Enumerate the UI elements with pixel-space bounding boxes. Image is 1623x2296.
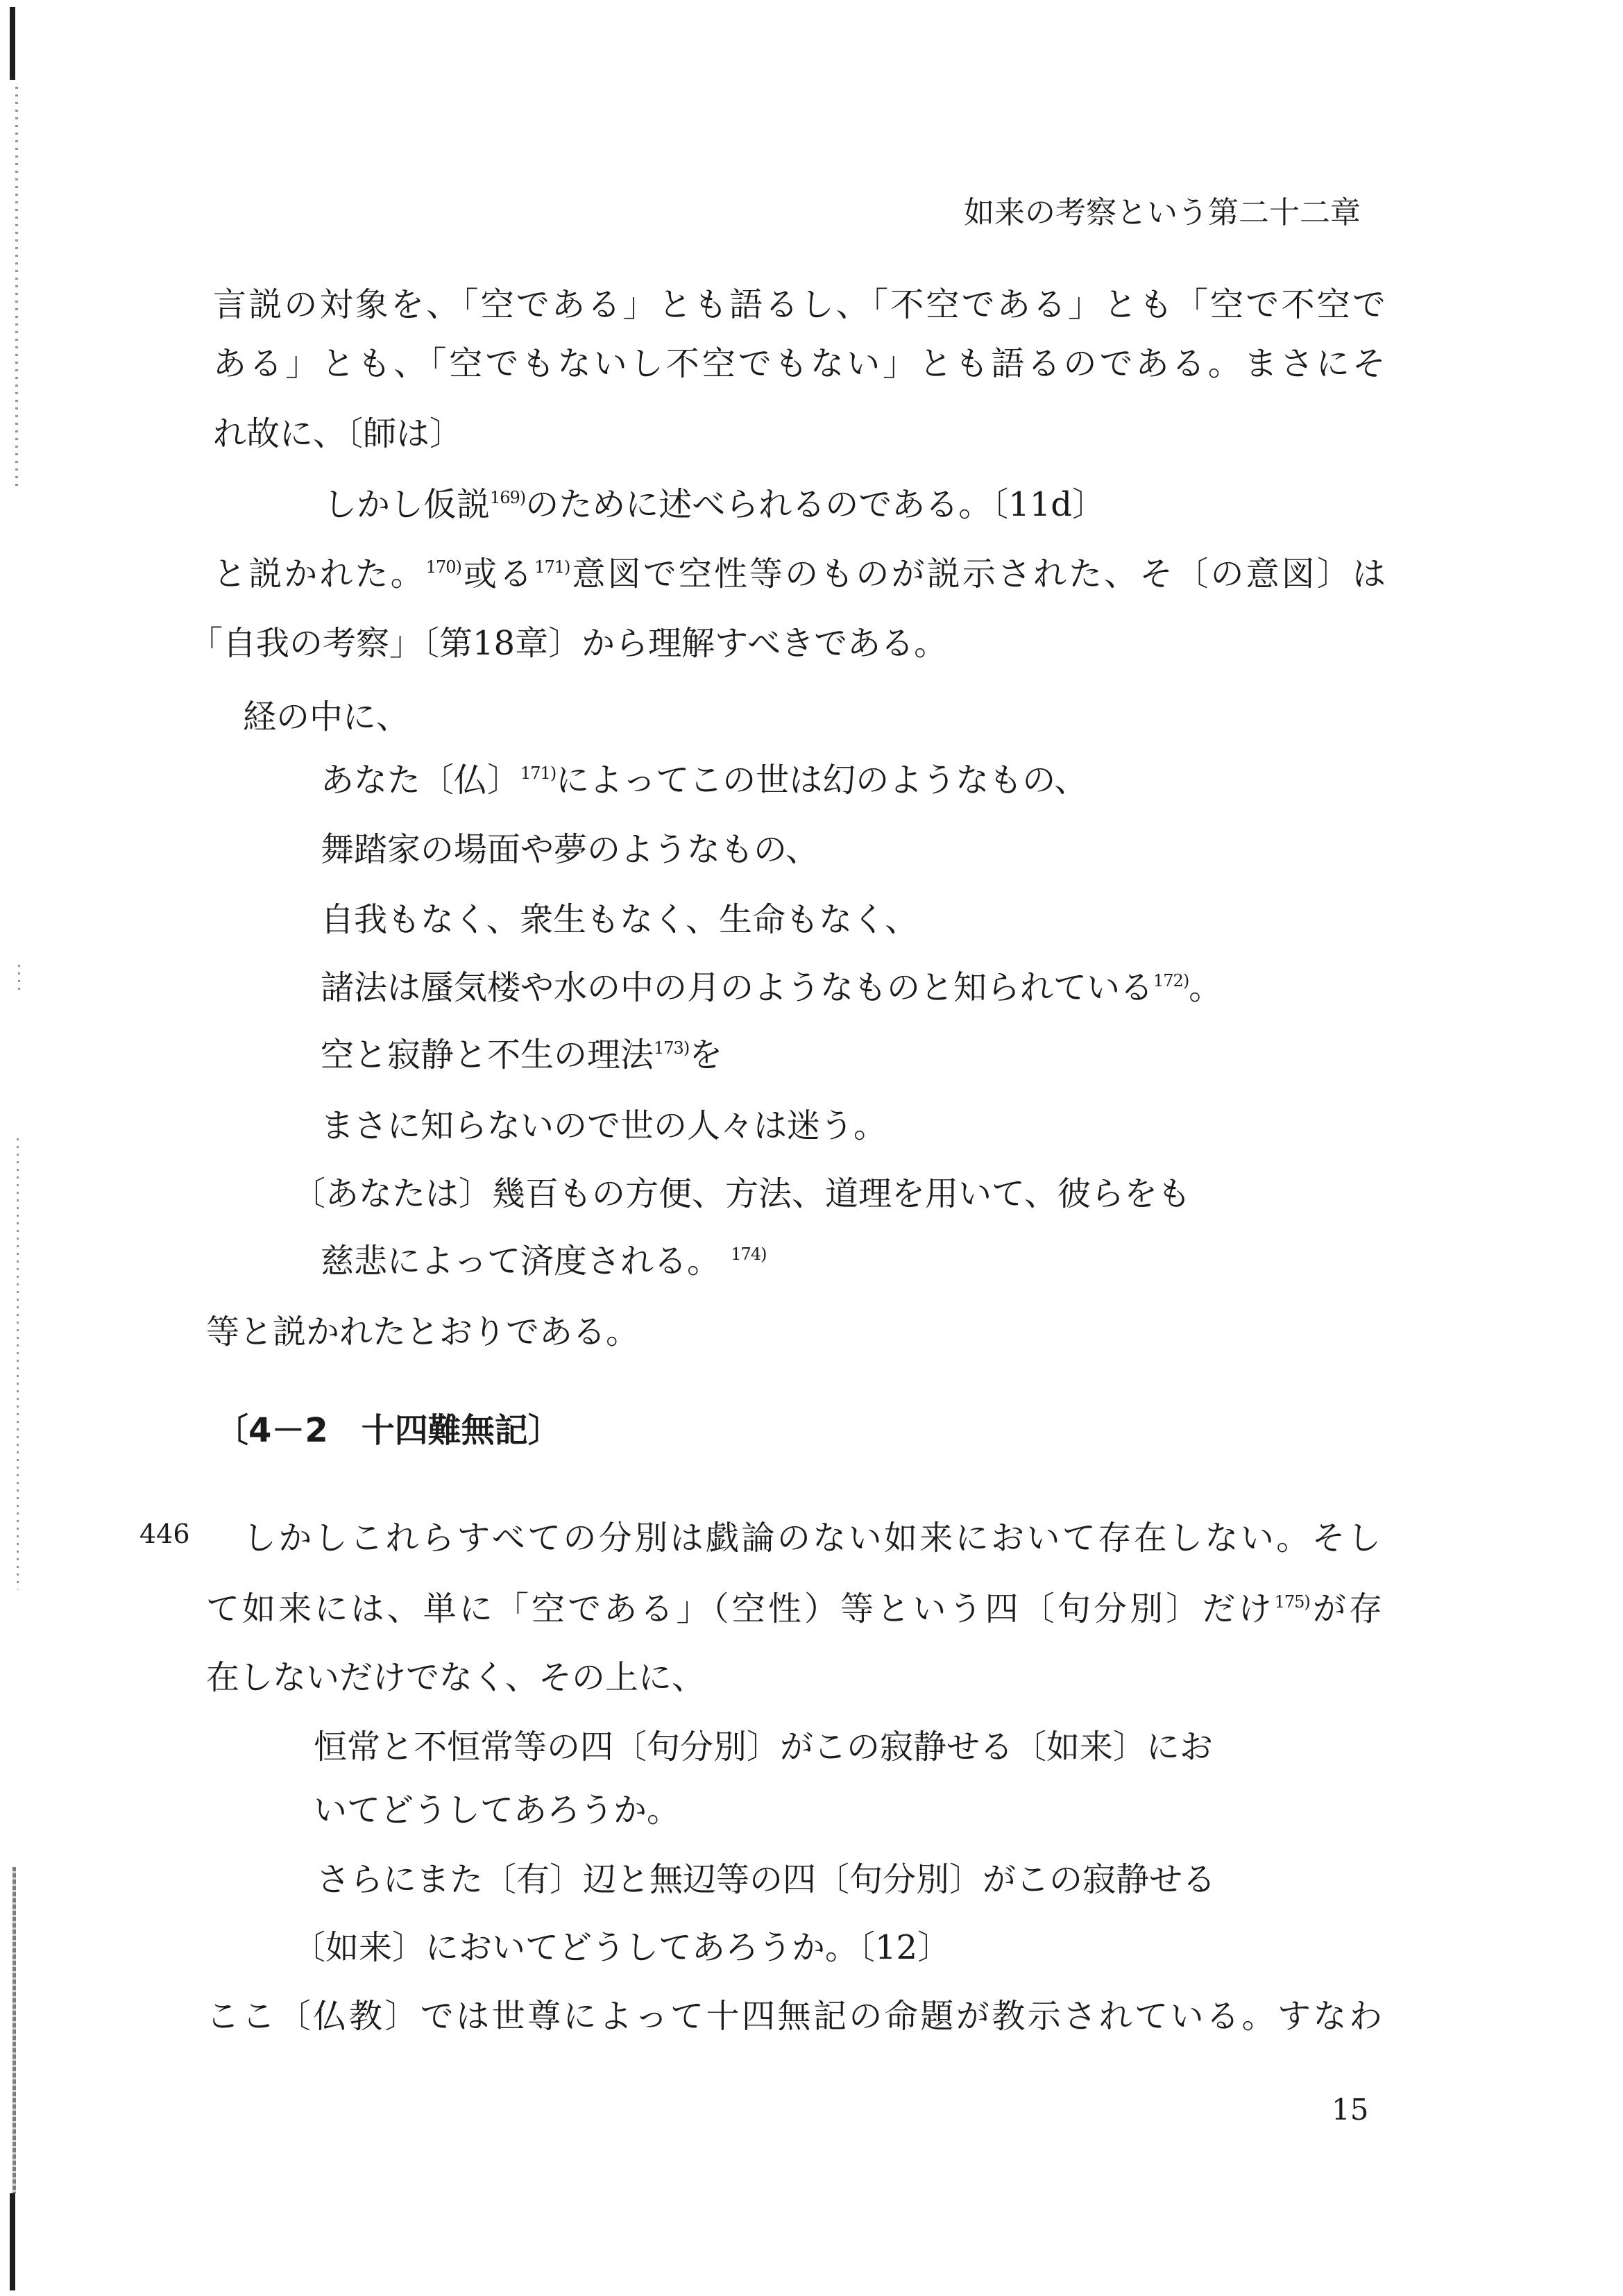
scan-edge-artifact bbox=[18, 965, 20, 993]
text-line bbox=[213, 346, 1386, 381]
section-heading: 〔4－2 十四難無記〕 bbox=[215, 1411, 561, 1450]
footnote-ref: 175) bbox=[1274, 1592, 1310, 1612]
text-segment: さらにまた〔有〕辺と無辺等の四〔句分別〕がこの寂静せる bbox=[316, 1860, 1216, 1899]
verse-line bbox=[316, 1862, 1216, 1897]
footnote-ref: 172) bbox=[1153, 971, 1189, 990]
quote-line bbox=[321, 832, 819, 867]
text-segment: を bbox=[689, 1036, 723, 1074]
text-segment: 自我もなく、衆生もなく、生命もなく、 bbox=[321, 900, 919, 939]
quote-line bbox=[321, 1242, 767, 1281]
scan-edge-artifact bbox=[10, 7, 15, 80]
text-segment: 〔あなたは〕幾百もの方便、方法、道理を用いて、彼らをも bbox=[292, 1174, 1191, 1213]
text-segment: れ故に、〔師は〕 bbox=[213, 414, 464, 453]
text-segment: 言説の対象を、「空である」とも語るし、「不空である」とも「空で不空で bbox=[213, 285, 1386, 324]
scan-edge-artifact bbox=[15, 87, 18, 489]
paragraph-number: 446 bbox=[139, 1519, 190, 1549]
text-segment: のために述べられるのである。〔11d〕 bbox=[525, 485, 1105, 524]
text-segment: 舞踏家の場面や夢のようなもの、 bbox=[321, 830, 819, 869]
text-segment: 経の中に、 bbox=[243, 698, 410, 736]
text-line bbox=[206, 1312, 640, 1351]
text-segment: ここ〔仏教〕では世尊によって十四無記の命題が教示されている。すなわ bbox=[206, 1997, 1382, 2036]
quote-line bbox=[321, 970, 1222, 1005]
quote-line bbox=[321, 1038, 722, 1072]
text-segment: 或る bbox=[461, 555, 535, 593]
scan-edge-artifact bbox=[17, 1138, 19, 1589]
quote-line bbox=[292, 1176, 1191, 1211]
quote-line bbox=[321, 761, 1088, 800]
quote-line bbox=[321, 902, 918, 937]
text-segment: が存 bbox=[1309, 1589, 1382, 1628]
verse-line bbox=[314, 1791, 681, 1830]
text-segment: いてどうしてあろうか。 bbox=[314, 1791, 681, 1830]
text-segment: 〔如来〕においてどうしてあろうか。〔12〕 bbox=[292, 1928, 951, 1967]
text-segment: あなた〔仏〕 bbox=[321, 761, 521, 800]
page-number: 15 bbox=[1332, 2093, 1369, 2127]
text-segment: 等と説かれたとおりである。 bbox=[206, 1312, 640, 1351]
text-line bbox=[243, 700, 409, 734]
verse-line bbox=[292, 1930, 951, 1965]
text-line bbox=[243, 1519, 1381, 1558]
text-segment: 。 bbox=[1189, 968, 1223, 1007]
text-segment: 在しないだけでなく、その上に、 bbox=[206, 1658, 706, 1697]
text-segment: 諸法は蜃気楼や水の中の月のようなものと知られている bbox=[321, 968, 1154, 1007]
text-segment: 空と寂静と不生の理法 bbox=[321, 1036, 654, 1074]
text-segment: 意図で空性等のものが説示された、そ〔の意図〕は bbox=[570, 555, 1386, 593]
text-line bbox=[189, 626, 947, 661]
text-line bbox=[206, 1660, 705, 1695]
text-line bbox=[213, 557, 1386, 591]
text-line bbox=[206, 1589, 1382, 1628]
text-segment: まさに知らないので世の人々は迷う。 bbox=[321, 1106, 887, 1145]
running-title: 如来の考察という第二十二章 bbox=[964, 195, 1361, 230]
footnote-ref: 173) bbox=[654, 1038, 690, 1058]
text-segment: て如来には、単に「空である」（空性）等という四〔句分別〕だけ bbox=[206, 1589, 1275, 1628]
text-segment: と説かれた。 bbox=[213, 555, 426, 593]
text-segment: しかし仮説 bbox=[323, 485, 491, 524]
text-segment: 恒常と不恒常等の四〔句分別〕がこの寂静せる〔如来〕にお bbox=[314, 1728, 1214, 1766]
text-segment: しかしこれらすべての分別は戯論のない如来において存在しない。そし bbox=[243, 1519, 1381, 1558]
verse-line bbox=[323, 487, 1105, 522]
quote-line bbox=[321, 1108, 887, 1143]
text-segment: によってこの世は幻のようなもの、 bbox=[556, 761, 1088, 800]
footnote-ref: 171) bbox=[520, 763, 556, 783]
text-line bbox=[206, 1999, 1382, 2034]
footnote-ref: 174) bbox=[731, 1244, 767, 1264]
footnote-ref: 171) bbox=[534, 557, 570, 577]
text-line bbox=[213, 416, 463, 451]
text-segment: 慈悲によって済度される。 bbox=[321, 1242, 721, 1281]
footnote-ref: 170) bbox=[425, 557, 461, 577]
scan-edge-artifact bbox=[12, 1867, 16, 2193]
scan-edge-artifact bbox=[10, 2193, 15, 2290]
verse-line bbox=[314, 1730, 1213, 1764]
footnote-ref: 169) bbox=[490, 488, 526, 507]
text-segment: ある」とも、「空でもないし不空でもない」とも語るのである。まさにそ bbox=[213, 344, 1386, 383]
text-segment: 「自我の考察」〔第18章〕から理解すべきである。 bbox=[189, 624, 948, 663]
text-line bbox=[213, 287, 1386, 322]
